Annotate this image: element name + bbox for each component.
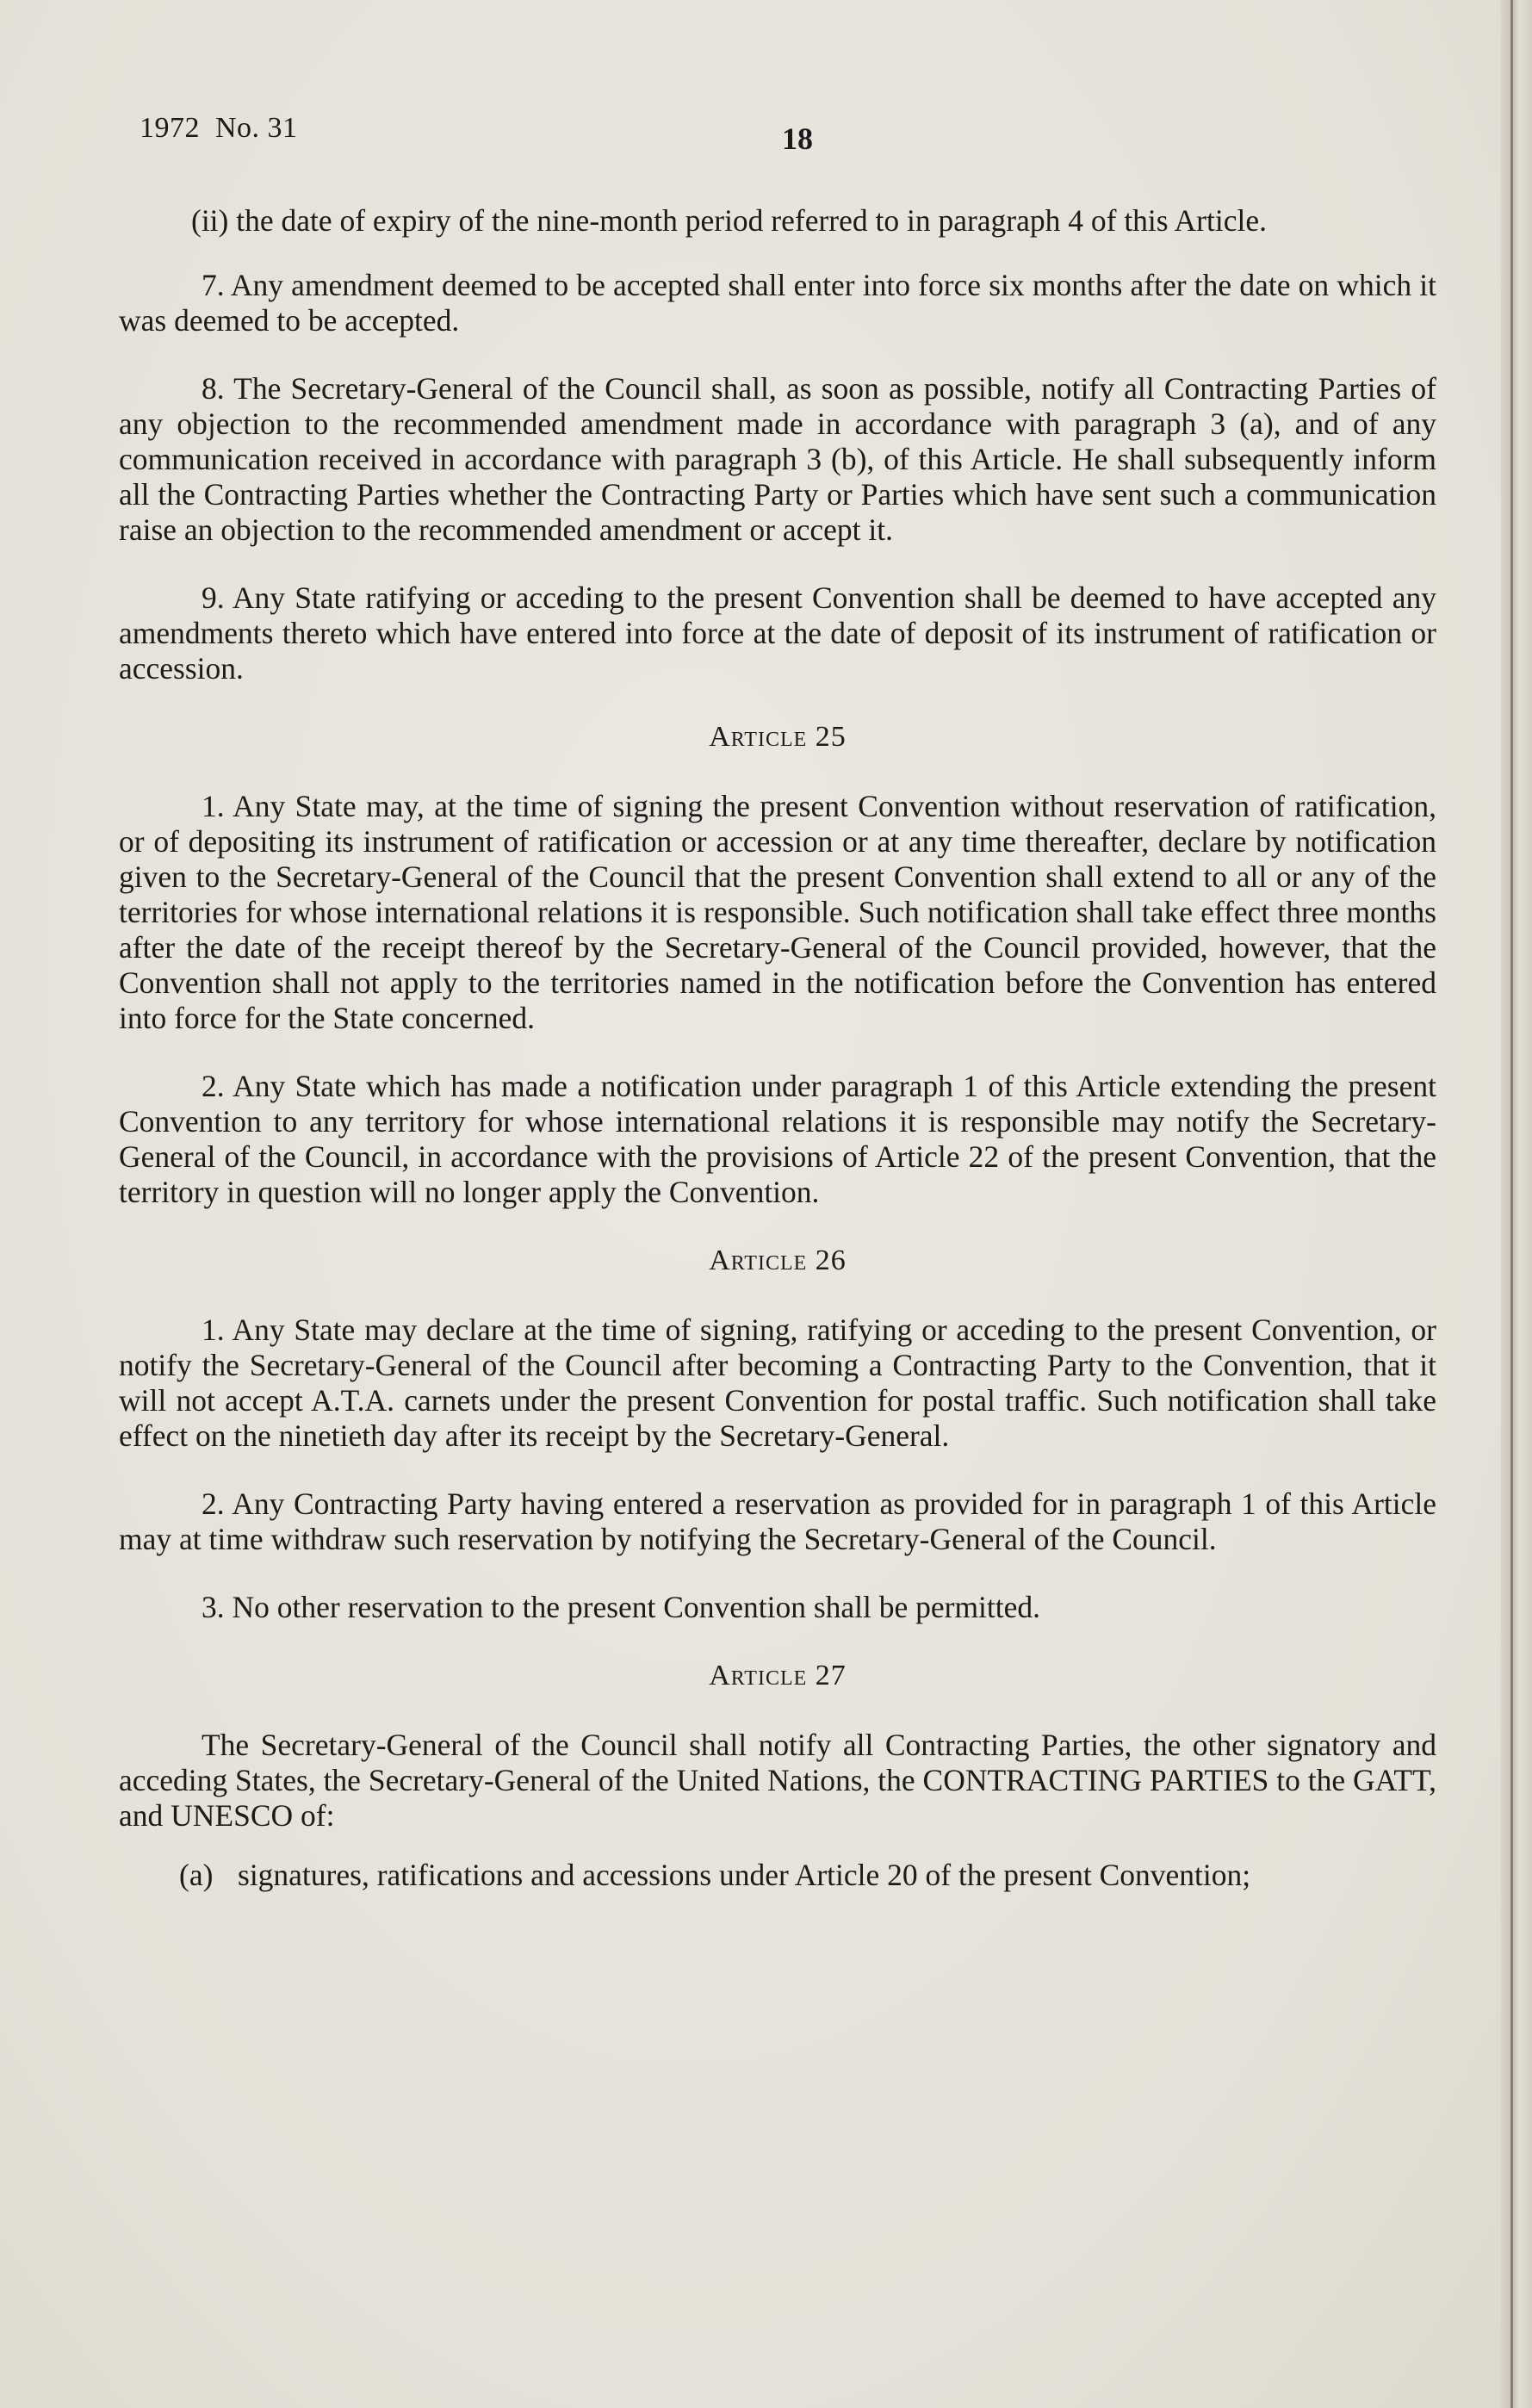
article-25-paragraph-2: 2. Any State which has made a notification under paragraph 1 of this Article extending the present Convention to any territory for whose international relations it is responsible may notify the Secretary-General of the Council, in accordance with the provisions of Article 22 of the present Convention, that the territory in question will no longer apply the Convention.	[119, 1069, 1436, 1209]
body-text	[119, 203, 1436, 1893]
article-26-heading: Article 26	[709, 1244, 847, 1276]
item-a-text: signatures, ratifications and accessions under Article 20 of the present Convention;	[238, 1858, 1251, 1892]
paragraph-ii: (ii) the date of expiry of the nine-month period referred to in paragraph 4 of this Article.	[191, 203, 1267, 238]
binding-edge-line	[1510, 0, 1513, 2408]
article-25-paragraph-1: 1. Any State may, at the time of signing the present Convention without reservation of ratification, or of depositing its instrument of ratification or accession or at any time thereafter, declare by notification given to the Secretary-General of the Council that the present Convention shall extend to all or any of the territories for whose international relations it is responsible. Such notification shall take effect three months after the date of the receipt thereof by the Secretary-General of the Council provided, however, that the Convention shall not apply to the territories named in the notification before the Convention has entered into force for the State concerned.	[119, 789, 1436, 1035]
article-25-heading: Article 25	[709, 721, 847, 753]
article-26-paragraph-3: 3. No other reservation to the present Convention shall be permitted.	[202, 1590, 1041, 1624]
page-number: 18	[782, 121, 813, 156]
document-reference: 1972 No. 31	[140, 112, 298, 144]
paragraph-8: 8. The Secretary-General of the Council shall, as soon as possible, notify all Contracting Parties of any objection to the recommended amendment made in accordance with paragraph 3 (a), and of any communication received in accordance with paragraph 3 (b), of this Article. He shall subsequently inform all the Contracting Parties whether the Contracting Party or Parties which have sent such a communication raise an objection to the recommended amendment or accept it.	[119, 371, 1436, 547]
page-edge-shadow	[1501, 0, 1532, 2408]
paragraph-9: 9. Any State ratifying or acceding to the present Convention shall be deemed to have accepted any amendments thereto which have entered into force at the date of deposit of its instrument of ratification or accession.	[119, 580, 1436, 686]
article-26-paragraph-1: 1. Any State may declare at the time of signing, ratifying or acceding to the present Convention, or notify the Secretary-General of the Council after becoming a Contracting Party to the Convention, that it will not accept A.T.A. carnets under the present Convention for postal traffic. Such notification shall take effect on the ninetieth day after its receipt by the Secretary-General.	[119, 1313, 1436, 1453]
article-27-intro: The Secretary-General of the Council shall notify all Contracting Parties, the other signatory and acceding States, the Secretary-General of the United Nations, the CONTRACTING PARTIES to the GATT, and UNESCO of:	[119, 1728, 1436, 1833]
item-a-label: (a)	[179, 1858, 214, 1892]
article-27-heading: Article 27	[709, 1660, 847, 1691]
paragraph-7: 7. Any amendment deemed to be accepted shall enter into force six months after the date on which it was deemed to be accepted.	[119, 268, 1436, 338]
article-26-paragraph-2: 2. Any Contracting Party having entered a reservation as provided for in paragraph 1 of this Article may at time withdraw such reservation by notifying the Secretary-General of the Council.	[119, 1486, 1436, 1556]
article-27-item-a	[179, 1858, 1436, 1893]
